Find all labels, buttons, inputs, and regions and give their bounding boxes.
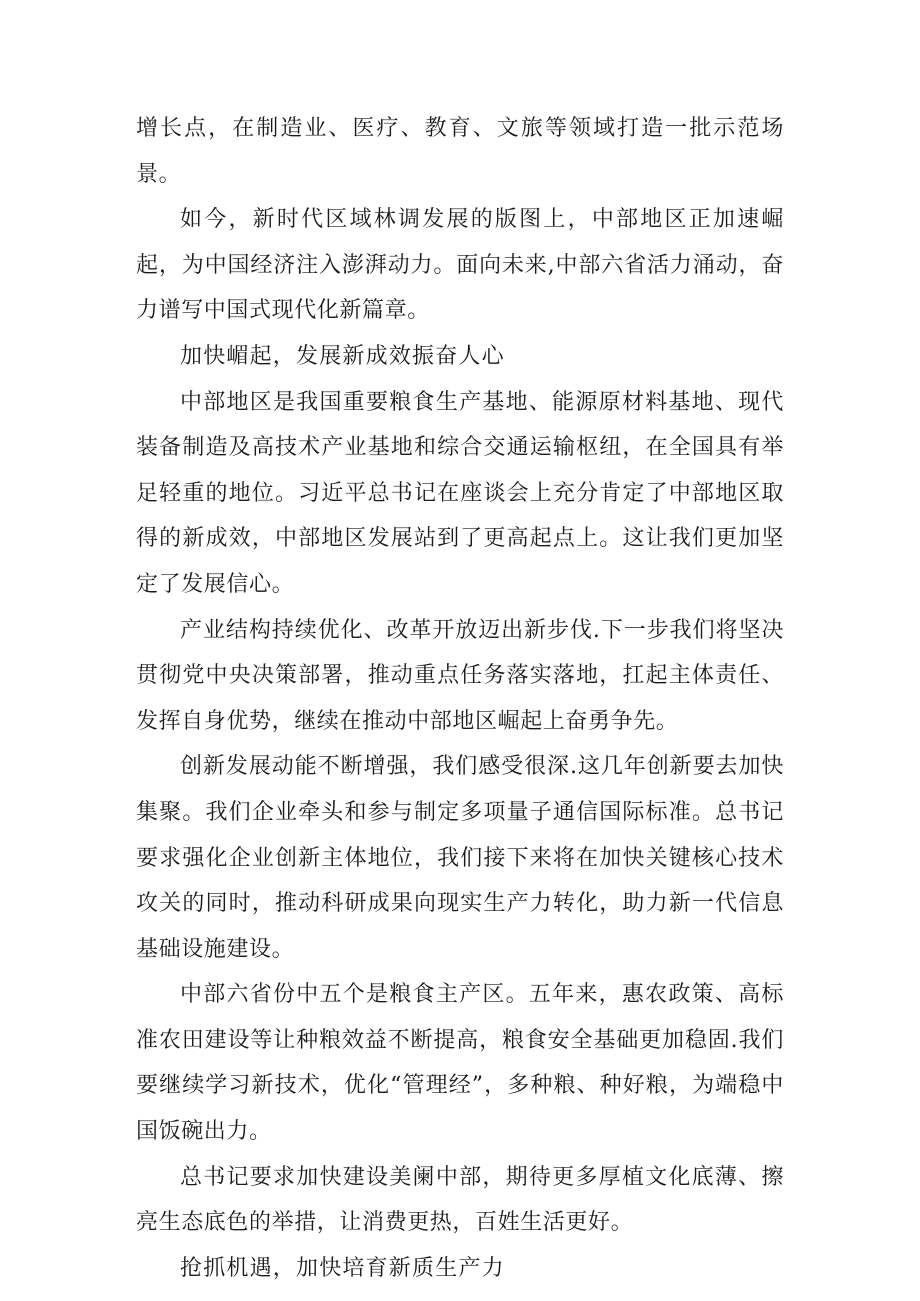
paragraph-continuation: 增长点，在制造业、医疗、教育、文旅等领域打造一批示范场景。	[136, 116, 784, 187]
paragraph-region-rise: 如今，新时代区域林调发展的版图上，中部地区正加速崛起，为中国经济注入澎湃动力。面向未来,中部六省活力涌动，奋力谱写中国式现代化新篇章。	[136, 207, 784, 324]
paragraph-grain-production: 中部六省份中五个是粮食主产区。五年来，惠农政策、高标准农田建设等让种粮效益不断提高，粮食安全基础更加稳固.我们要继续学习新技术，优化“管理经”，多种粮、种好粮，为端稳中国饭碗出力。	[136, 982, 784, 1145]
section-heading-accelerate-rise: 加快嵋起，发展新成效振奋人心	[180, 343, 505, 369]
paragraph-innovation: 创新发展动能不断增强，我们感受很深.这几年创新要去加快集聚。我们企业牵头和参与制定多项量子通信国际标准。总书记要求强化企业创新主体地位，我们接下来将在加快关键核心技术攻关的同时，推动科研成果向现实生产力转化，助力新一代信息基础设施建设。	[136, 754, 784, 962]
section-heading-seize-opportunity: 抢抓机遇，加快培育新质生产力	[180, 1255, 505, 1281]
paragraph-beautiful-central: 总书记要求加快建设美阑中部，期待更多厚植文化底薄、擦亮生态底色的举措，让消费更热，百姓生活更好。	[136, 1164, 784, 1236]
paragraph-industry-structure: 产业结构持续优化、改革开放迈出新步伐.下一步我们将坚决贯彻党中央决策部署，推动重点任务落实落地，扛起主体责任、发挥自身优势，继续在推动中部地区崛起上奋勇争先。	[136, 617, 784, 734]
paragraph-central-region-status: 中部地区是我国重要粮食生产基地、能源原材料基地、现代装备制造及高技术产业基地和综合交通运输枢纽，在全国具有举足轻重的地位。习近平总书记在座谈会上充分肯定了中部地区取得的新成效，中部地区发展站到了更高起点上。这让我们更加坚定了发展信心。	[136, 389, 784, 597]
